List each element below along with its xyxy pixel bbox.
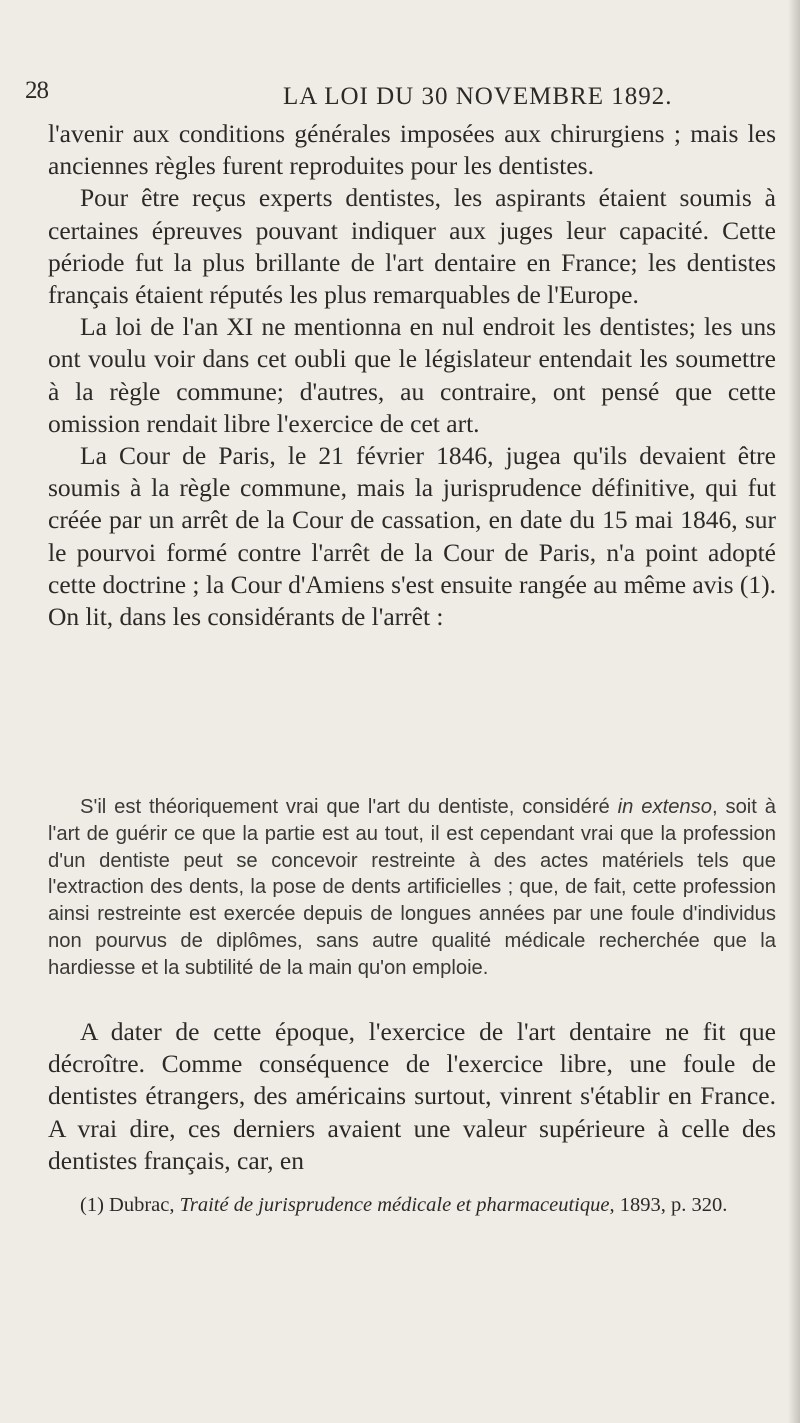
court-ruling-quote [48, 794, 776, 982]
body-text-continued [48, 1016, 776, 1177]
footnote-citation: , 1893, p. 320. [609, 1194, 728, 1216]
footnote [48, 1193, 776, 1218]
paragraph-3: La loi de l'an XI ne mentionna en nul endroit les dentistes; les uns ont voulu voir dans cet oubli que le législateur entendait les soumettre à la règle commune; d'autres, au contraire, ont pensé que cette omission rendait libre l'exercice de cet art. [48, 312, 776, 438]
quote-text-end: , soit à l'art de guérir ce que la partie est au tout, il est cependant vrai que la profession d'un dentiste peut se concevoir restreinte à des actes matériels tels que l'extraction des dents, la pose de dents artificielles ; que, de fait, cette profession ainsi restreinte est exercée depuis de longues années par une foule d'individus non pourvus de diplômes, sans autre qualité médicale recherchée que la hardiesse et la subtilité de la main qu'on emploie. [48, 796, 777, 979]
page-edge-shadow [788, 0, 800, 1423]
quote-italic: in extenso [617, 796, 712, 818]
paragraph-5: A dater de cette époque, l'exercice de l'art dentaire ne fit que décroître. Comme conséquence de l'exercice libre, une foule de dentistes étrangers, des américains surtout, vinrent s'établir en France. A vrai dire, ces derniers avaient une valeur supérieure à celle des dentistes français, car, en [48, 1017, 776, 1175]
footnote-text [48, 1193, 776, 1218]
paragraph-4: La Cour de Paris, le 21 février 1846, jugea qu'ils devaient être soumis à la règle commune, mais la jurisprudence définitive, qui fut créée par un arrêt de la Cour de cassation, en date du 15 mai 1846, sur le pourvoi formé contre l'arrêt de la Cour de Paris, n'a point adopté cette doctrine ; la Cour d'Amiens s'est ensuite rangée au même avis (1). On lit, dans les considérants de l'arrêt : [48, 441, 776, 632]
paragraph-1: l'avenir aux conditions générales imposées aux chirurgiens ; mais les anciennes règles furent reproduites pour les dentistes. [48, 119, 776, 181]
paragraph-2: Pour être reçus experts dentistes, les aspirants étaient soumis à certaines épreuves pouvant indiquer aux juges leur capacité. Cette période fut la plus brillante de l'art dentaire en France; les dentistes français étaient réputés les plus remarquables de l'Europe. [48, 183, 776, 310]
body-text [48, 118, 776, 633]
quote-paragraph [48, 794, 776, 982]
footnote-marker: (1) Dubrac, [80, 1194, 180, 1216]
quote-text-start: S'il est théoriquement vrai que l'art du dentiste, considéré [80, 796, 618, 818]
running-title: LA LOI DU 30 NOVEMBRE 1892. [283, 83, 673, 110]
footnote-title: Traité de jurisprudence médicale et pharmaceutique [179, 1194, 610, 1216]
page-number: 28 [25, 77, 48, 104]
